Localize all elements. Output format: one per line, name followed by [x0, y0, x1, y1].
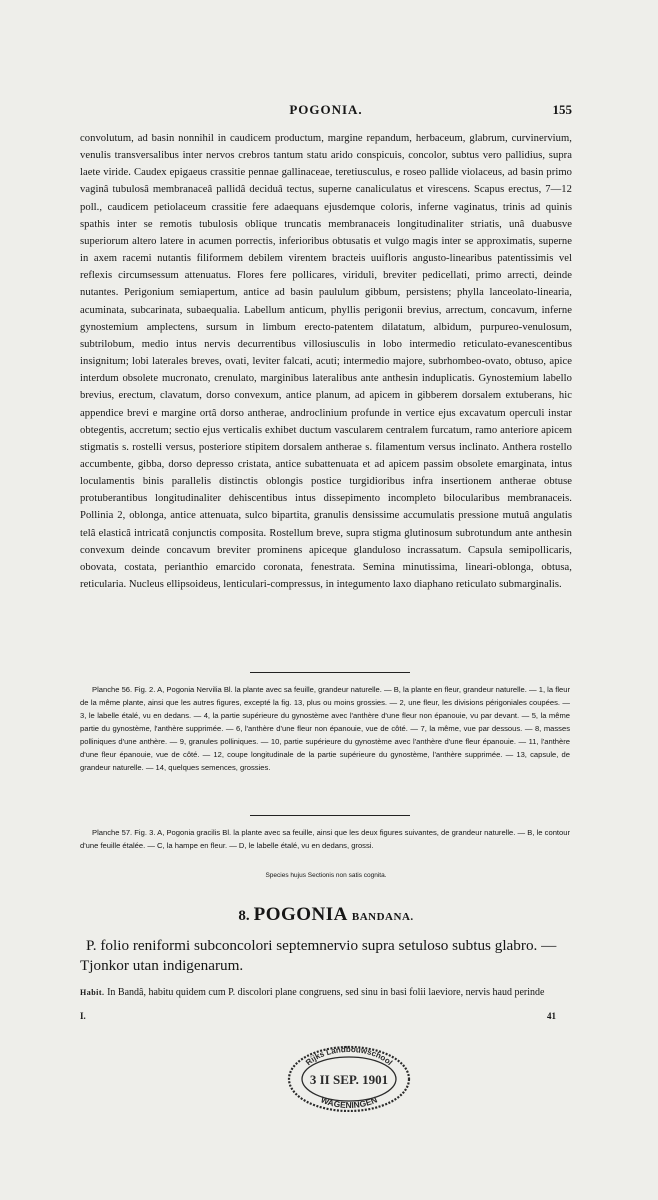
- stamp-top-text: Rijks Landbouwschool: [303, 1044, 395, 1068]
- habitat-label: Habit.: [80, 988, 105, 997]
- svg-text:Rijks Landbouwschool: [304, 1045, 394, 1067]
- volume-mark: I.: [80, 1011, 86, 1021]
- main-description: [80, 130, 572, 593]
- species-epithet: BANDANA.: [351, 911, 414, 923]
- plate-caption-text: Planche 56. Fig. 2. A, Pogonia Nervilia Bl. la plante avec sa feuille, grandeur naturelle. — B, la plante en fleur, grandeur naturelle. — 1, la fleur de la même plante, ainsi que les autres figures, excepté la fig. 13, plus ou moins grossies. — 2, une fleur, les divisions périgoniales coupées. — 3, le labelle étalé, vu en dedans. — 4, la partie supérieure du gynostème avec l'anthère d'une fleur non épanouie, vu par devant. — 5, la même partie du gynostème, l'anthère supprimée. — 6, l'anthère d'une fleur non épanouie, vue de côté. — 7, la même, vue par dessous. — 8, masses polliniques d'une anthère. — 9, granules polliniques. — 10, partie supérieure du gynostème avec l'anthère d'une fleur épanouie. — 11, l'anthère d'une fleur épanouie, vue de côté. — 12, coupe longitudinale de la partie supérieure du gynostème, l'anthère supprimée. — 13, capsule, de grandeur naturelle. — 14, quelques semences, grossies.: [80, 685, 570, 772]
- signature-mark: 41: [547, 1011, 556, 1021]
- svg-text:WAGENINGEN: [319, 1094, 378, 1110]
- habitat-paragraph: [80, 986, 572, 1000]
- species-genus: POGONIA: [253, 904, 348, 925]
- library-stamp: [286, 1042, 412, 1112]
- species-heading: [80, 904, 572, 926]
- stamp-date: 3 II SEP. 1901: [309, 1072, 389, 1087]
- diagnosis-text: P. folio reniformi subconcolori septemnervio supra setuloso subtus glabro. — Tjonkor utan indigenarum.: [80, 937, 557, 974]
- page-number: 155: [552, 102, 572, 117]
- habitat-text: In Bandâ, habitu quidem cum P. discolori plane congruens, sed sinu in basi folii laeviore, nervis haud perinde: [107, 987, 545, 998]
- section-note: Species hujus Sectionis non satis cognita.: [265, 872, 387, 879]
- plate-caption-text: Planche 57. Fig. 3. A, Pogonia gracilis Bl. la plante avec sa feuille, ainsi que les deux figures suivantes, de grandeur naturelle. — B, le contour d'une feuille étalée. — C, la hampe en fleur. — D, le labelle étalé, vu en dedans, grossi.: [80, 828, 570, 850]
- species-diagnosis: [80, 936, 572, 976]
- running-title: POGONIA.: [289, 102, 363, 117]
- divider-rule: [250, 672, 410, 673]
- plate-caption-57: [80, 826, 570, 852]
- page-footer: [80, 1011, 572, 1025]
- stamp-city: WAGENINGEN: [319, 1094, 379, 1111]
- description-paragraph: convolutum, ad basin nonnihil in caudicem productum, margine repandum, herbaceum, glabrum, curvinervium, venulis transversalibus inter nervos crebros tantum statu arido conspicuis, concolor, subtus vero pallidius, supra laete viride. Caudex epigaeus crassitie pennae gallinaceae, teretiusculus, e roseo pallide violaceus, ad basin primo vaginâ tubulosâ membranaceâ pallidâ deciduâ tectus, superne canaliculatus et virescens. Scapus erectus, 7—12 poll., caudicem petiolaceum crassitie fere adaequans ejusdemque coloris, inferne vaginatus, trinis ad quinis spathis inter se remotis tubulosis oblique truncatis membranaceis longitudinaliter striatis, unâ duabusve superiorum altero latere in acumen porrectis, inferioribus obtusatis et vulgo magis inter se approximatis, superne in axem racemi nutantis filiformem debilem virentem bracteis uuifloris angusto-linearibus patentissimis vel reflexis circumsessum attenuatus. Flores fere pollicares, viriduli, breviter pedicellati, primo arrecti, deinde nutantes. Perigonium semiapertum, antice ad basin paululum gibbum, persistens; phylla lanceolato-linearia, acuminata, subcarinata, subaequalia. Labellum anticum, phyllis perigonii brevius, arrectum, concavum, inferne gynostemium amplectens, sursum in limbum erecto-patentem dilatatum, albidum, purpureo-venulosum, subtrilobum, medio intus nervis decurrentibus villosiusculis in lobo intermedio reticulato-evanescentibus insignitum; lobi laterales breves, ovati, leviter falcati, acuti; intermedio majore, subrhombeo-ovato, obtuso, apice interdum obsolete mucronato, crenulato, marginibus lateralibus ante anthesin induplicatis. Gynostemium labello brevius, erectum, clavatum, dorso convexum, antice planum, ad apicem in gibberem dorsalem extuberans, hic appendice brevi e margine ortâ dorso antherae, androclinium profunde in vertice ejus excavatum operculi instar obtegentis, accretum; sectio ejus verticalis exhibet ductum vascularem centralem furcatum, ramo anteriore apicem stigmatis s. rostelli versus, posteriore stipitem dorsalem antherae s. filamentum versus inclinato. Anthera rostello accumbente, gibba, dorso depresso cristata, antice subattenuata et ad apicem passim obsolete emarginata, intus loculamentis binis parallelis distinctis oblongis postice turgidioribus infra insertionem antherae obtuse protuberantibus longitudinaliter dehiscentibus intus dissepimento incompleto bilocularibus membranaceis. Pollinia 2, oblonga, antice attenuata, sulco bipartita, granulis densissime accumulatis pressione mutuâ angulatis telâ elasticâ intricatâ conjunctis composita. Rostellum breve, supra stigma glutinosum subrotundum ante anthesin convexum deinde concavum breviter prominens apiceque glanduloso incrassatum. Capsula semipollicaris, obovata, costata, perianthio emarcido coronata, fenestrata. Semina minutissima, lineari-oblonga, obtusa, reticularia. Nucleus ellipsoideus, lenticulari-compressus, in integumento laxo diaphano reticulato submarginalis.: [80, 133, 572, 591]
- divider-rule: [250, 815, 410, 816]
- species-number: 8.: [238, 908, 250, 924]
- plate-caption-56: [80, 683, 570, 774]
- page-header: [80, 102, 572, 122]
